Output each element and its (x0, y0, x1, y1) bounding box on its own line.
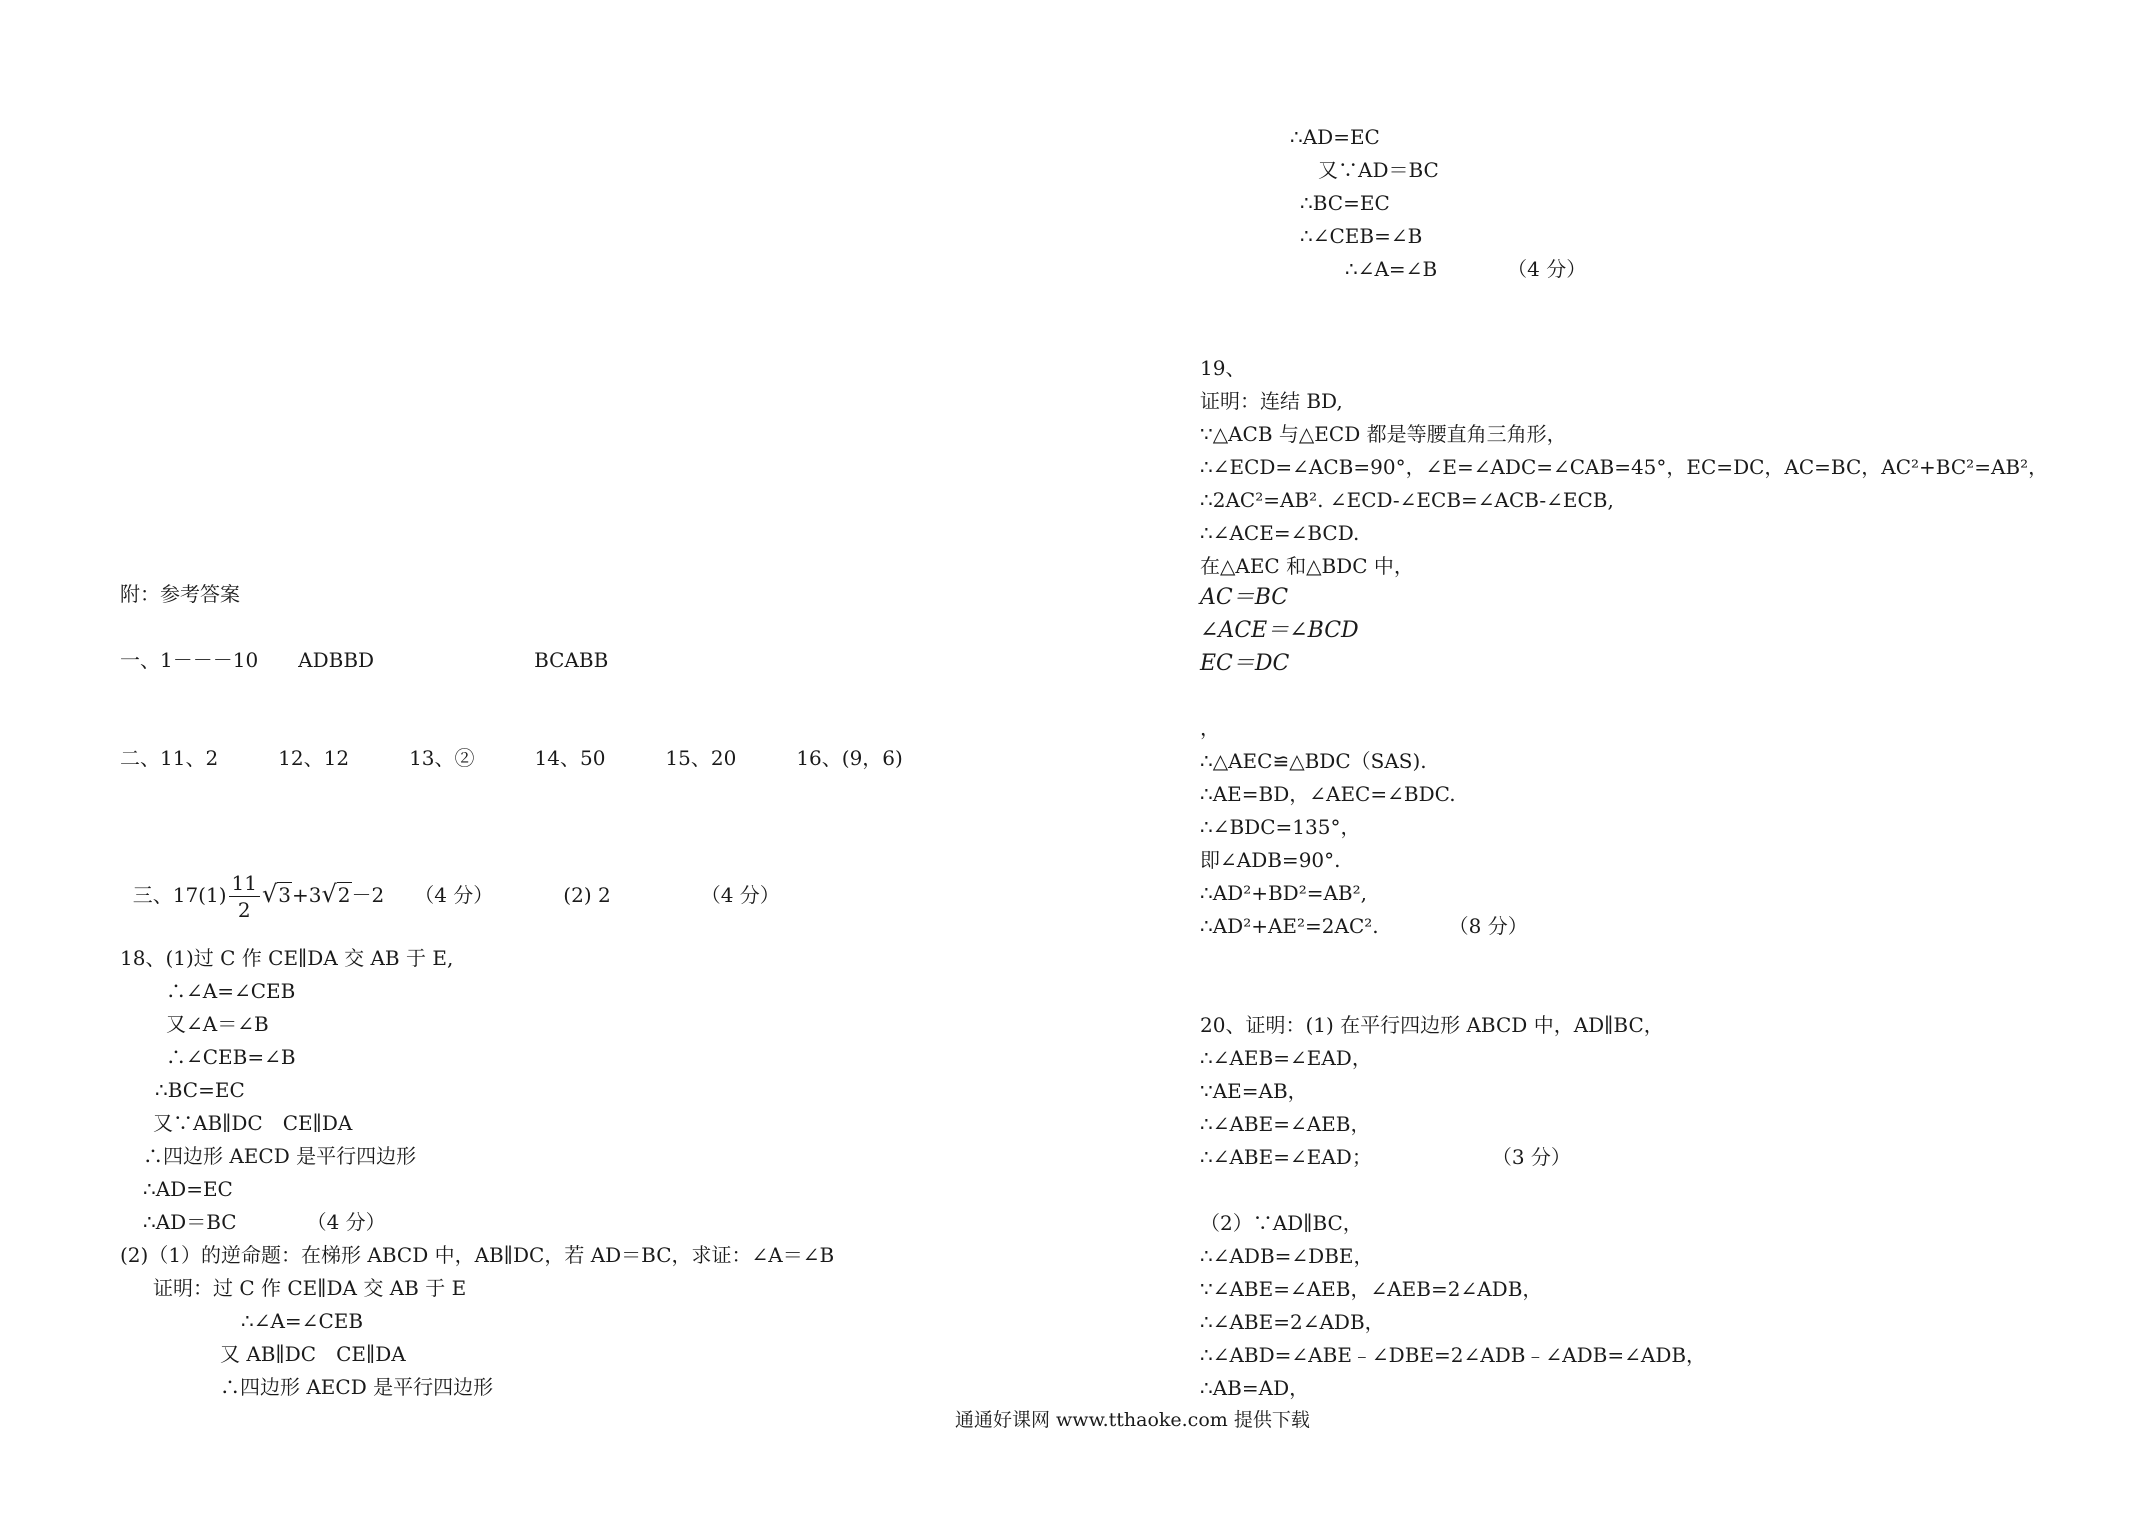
sqrt-icon: √ (261, 880, 278, 908)
q19-line: ∵△ACB 与△ECD 都是等腰直角三角形， (1200, 422, 1567, 446)
q18-line: 18、(1)过 C 作 CE∥DA 交 AB 于 E, (120, 946, 454, 970)
q18-cont-line: 又∵AD＝BC (1318, 158, 1439, 182)
q20-line: 20、证明：(1) 在平行四边形 ABCD 中，AD∥BC， (1200, 1013, 1664, 1037)
q19-line: ∴AD²+AE²=2AC². （8 分） (1200, 914, 1528, 938)
q20-line: ∴∠AEB=∠EAD， (1200, 1046, 1372, 1070)
radicand-1: 3 (278, 883, 291, 907)
q18-cont-line: ∴BC=EC (1300, 191, 1390, 215)
answer-section-3 (120, 846, 780, 923)
q19-line: ∴∠ACE=∠BCD. (1200, 521, 1360, 545)
q18-line: ∴∠A=∠CEB (241, 1309, 364, 1333)
q20-line: ∴∠ABD=∠ABE﹣∠DBE=2∠ADB﹣∠ADB=∠ADB， (1200, 1343, 1707, 1367)
q20-line: ∴∠ADB=∠DBE， (1200, 1244, 1374, 1268)
q19-line: ∴∠BDC=135°， (1200, 815, 1361, 839)
q19-line: ， (1200, 716, 1220, 740)
sqrt-icon: √ (321, 880, 337, 908)
q20-line: ∵AE=AB， (1200, 1079, 1308, 1103)
q18-line: (2)（1）的逆命题：在梯形 ABCD 中，AB∥DC，若 AD＝BC，求证：∠A＝∠B (120, 1243, 835, 1267)
section3-mid: +3 (291, 883, 322, 907)
answer-section-2: 二、11、2 12、12 13、② 14、50 15、20 16、(9，6) (120, 746, 903, 770)
fraction (229, 870, 260, 923)
q18-line: 又∠A＝∠B (146, 1012, 269, 1036)
q19-formula-line: ∠ACE＝∠BCD (1200, 618, 1359, 643)
q19-line: ∴2AC²=AB². ∠ECD-∠ECB=∠ACB-∠ECB, (1200, 488, 1614, 512)
q18-line: ∴BC=EC (155, 1078, 245, 1102)
q19-formula-line: AC＝BC (1200, 585, 1289, 610)
q19-formula-line: EC＝DC (1200, 651, 1290, 676)
q18-cont-line: ∴∠A=∠B （4 分） (1345, 257, 1587, 281)
q19-line: ∴AD²+BD²=AB², (1200, 881, 1368, 905)
radicand-2: 2 (337, 883, 351, 907)
answer-heading: 附：参考答案 (120, 582, 240, 606)
q19-line: 证明：连结 BD, (1200, 389, 1343, 413)
q19-line: 19、 (1200, 356, 1246, 380)
q18-line: ∴四边形 AECD 是平行四边形 (220, 1375, 494, 1399)
q19-line: ∴△AEC≌△BDC（SAS). (1200, 749, 1427, 773)
q20-line: ∴∠ABE=2∠ADB， (1200, 1310, 1385, 1334)
section3-prefix: 三、17(1) (132, 883, 227, 907)
q18-line: ∴AD＝BC （4 分） (143, 1210, 386, 1234)
fraction-denominator: 2 (237, 898, 251, 922)
answer-section-1: 一、1－－－10 ADBBD BCABB (120, 648, 609, 672)
q18-line: ∴四边形 AECD 是平行四边形 (143, 1144, 417, 1168)
fraction-numerator: 11 (229, 870, 260, 897)
q18-cont-line: ∴∠CEB=∠B (1300, 224, 1423, 248)
q20-line: ∴AB=AD， (1200, 1376, 1310, 1400)
q18-line: 证明：过 C 作 CE∥DA 交 AB 于 E (153, 1276, 467, 1300)
page-footer: 通通好课网 www.tthaoke.com 提供下载 (955, 1409, 1310, 1431)
q19-line: ∴∠ECD=∠ACB=90°，∠E=∠ADC=∠CAB=45°，EC=DC，AC=BC，AC²+BC²=AB²， (1200, 455, 2049, 479)
q18-line: ∴AD=EC (143, 1177, 233, 1201)
q20-line: ∴∠ABE=∠EAD； （3 分） (1200, 1145, 1571, 1169)
q20-line: ∴∠ABE=∠AEB， (1200, 1112, 1371, 1136)
q20-line: （2）∵AD∥BC， (1200, 1211, 1363, 1235)
q18-line: ∴∠A=∠CEB (146, 979, 296, 1003)
q18-line: 又∵AB∥DC CE∥DA (153, 1111, 353, 1135)
q18-line: ∴∠CEB=∠B (146, 1045, 296, 1069)
section3-tail: －2 （4 分） (2) 2 （4 分） (351, 883, 780, 907)
q19-line: ∴AE=BD，∠AEC=∠BDC. (1200, 782, 1456, 806)
q18-line: 又 AB∥DC CE∥DA (220, 1342, 406, 1366)
q19-line: 即∠ADB=90°. (1200, 848, 1341, 872)
q19-line: 在△AEC 和△BDC 中， (1200, 554, 1414, 578)
q18-cont-line: ∴AD=EC (1290, 125, 1380, 149)
q20-line: ∵∠ABE=∠AEB，∠AEB=2∠ADB， (1200, 1277, 1543, 1301)
